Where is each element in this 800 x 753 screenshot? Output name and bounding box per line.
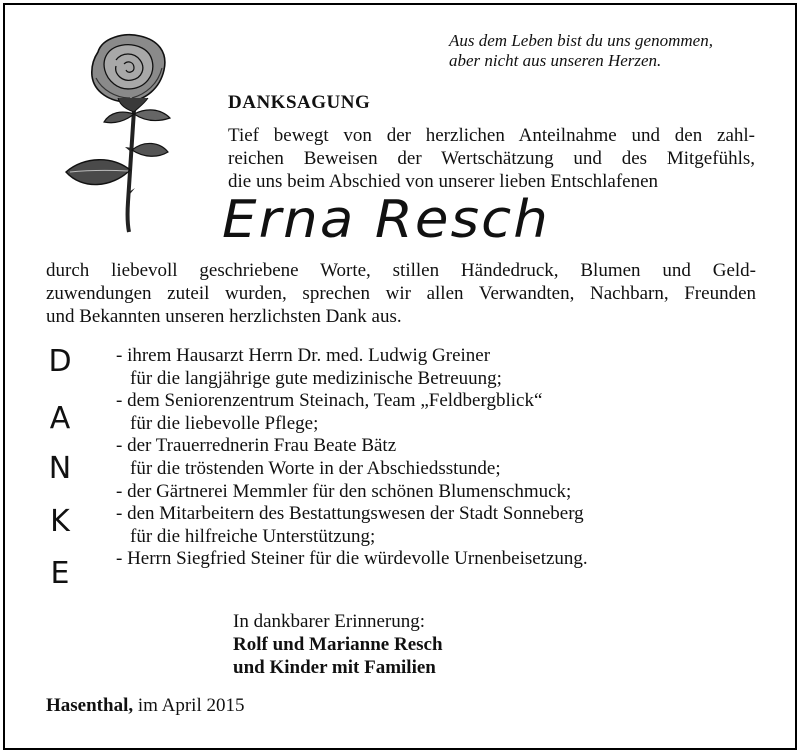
list-item-line: für die hilfreiche Unterstützung;: [130, 525, 376, 547]
list-item: [116, 345, 756, 390]
signatory-names: Rolf und Marianne Resch: [233, 634, 443, 655]
intro-paragraph: [228, 124, 755, 193]
list-item: [116, 548, 756, 571]
motto-quote: [449, 31, 713, 71]
thanks-paragraph: [46, 259, 756, 328]
closing-block: [233, 610, 443, 679]
place-date: [46, 695, 244, 717]
intro-line: reichen Beweisen der Wertschätzung und des Mitgefühls,: [228, 148, 755, 169]
danke-letter: K: [50, 504, 70, 539]
danke-letter: N: [48, 451, 72, 486]
rose-icon: [62, 32, 192, 237]
list-item-line: - Herrn Siegfried Steiner für die würdevolle Urnenbeisetzung.: [116, 548, 588, 570]
list-item-line: für die langjährige gute medizinische Betreuung;: [130, 367, 502, 389]
danke-letter: D: [48, 344, 72, 379]
list-item-line: - dem Seniorenzentrum Steinach, Team „Feldbergblick“: [116, 390, 543, 412]
list-item: [116, 390, 756, 435]
list-item-line: für die tröstenden Worte in der Abschiedsstunde;: [130, 457, 501, 479]
notice-heading: DANKSAGUNG: [228, 92, 371, 113]
list-item-line: - den Mitarbeitern des Bestattungswesen der Stadt Sonneberg: [116, 503, 584, 525]
deceased-name: Erna Resch: [222, 190, 550, 250]
list-item-line: - ihrem Hausarzt Herrn Dr. med. Ludwig Greiner: [116, 345, 491, 366]
danke-letter: A: [49, 401, 71, 436]
intro-line: die uns beim Abschied von unserer lieben Entschlafenen: [228, 171, 659, 192]
motto-line: aber nicht aus unseren Herzen.: [449, 51, 662, 70]
list-item-line: - der Gärtnerei Memmler für den schönen Blumenschmuck;: [116, 480, 572, 502]
place: Hasenthal,: [46, 695, 134, 716]
list-item: [116, 481, 756, 504]
motto-line: Aus dem Leben bist du uns genommen,: [449, 31, 713, 50]
signatory-names: und Kinder mit Familien: [233, 657, 436, 678]
list-item: [116, 503, 756, 548]
list-item-line: für die liebevolle Pflege;: [130, 412, 319, 434]
intro-line: Tief bewegt von der herzlichen Anteilnahme und den zahl-: [228, 125, 755, 146]
thanks-line: durch liebevoll geschriebene Worte, stillen Händedruck, Blumen und Geld-: [46, 260, 756, 281]
danke-letter: E: [50, 556, 70, 591]
closing-line: In dankbarer Erinnerung:: [233, 611, 426, 632]
thanks-line: zuwendungen zuteil wurden, sprechen wir allen Verwandten, Nachbarn, Freunden: [46, 283, 756, 304]
thanks-list: [116, 345, 756, 571]
list-item-line: - der Trauerrednerin Frau Beate Bätz: [116, 435, 397, 457]
date: im April 2015: [137, 695, 245, 716]
thanks-line: und Bekannten unseren herzlichsten Dank aus.: [46, 306, 402, 327]
list-item: [116, 435, 756, 480]
